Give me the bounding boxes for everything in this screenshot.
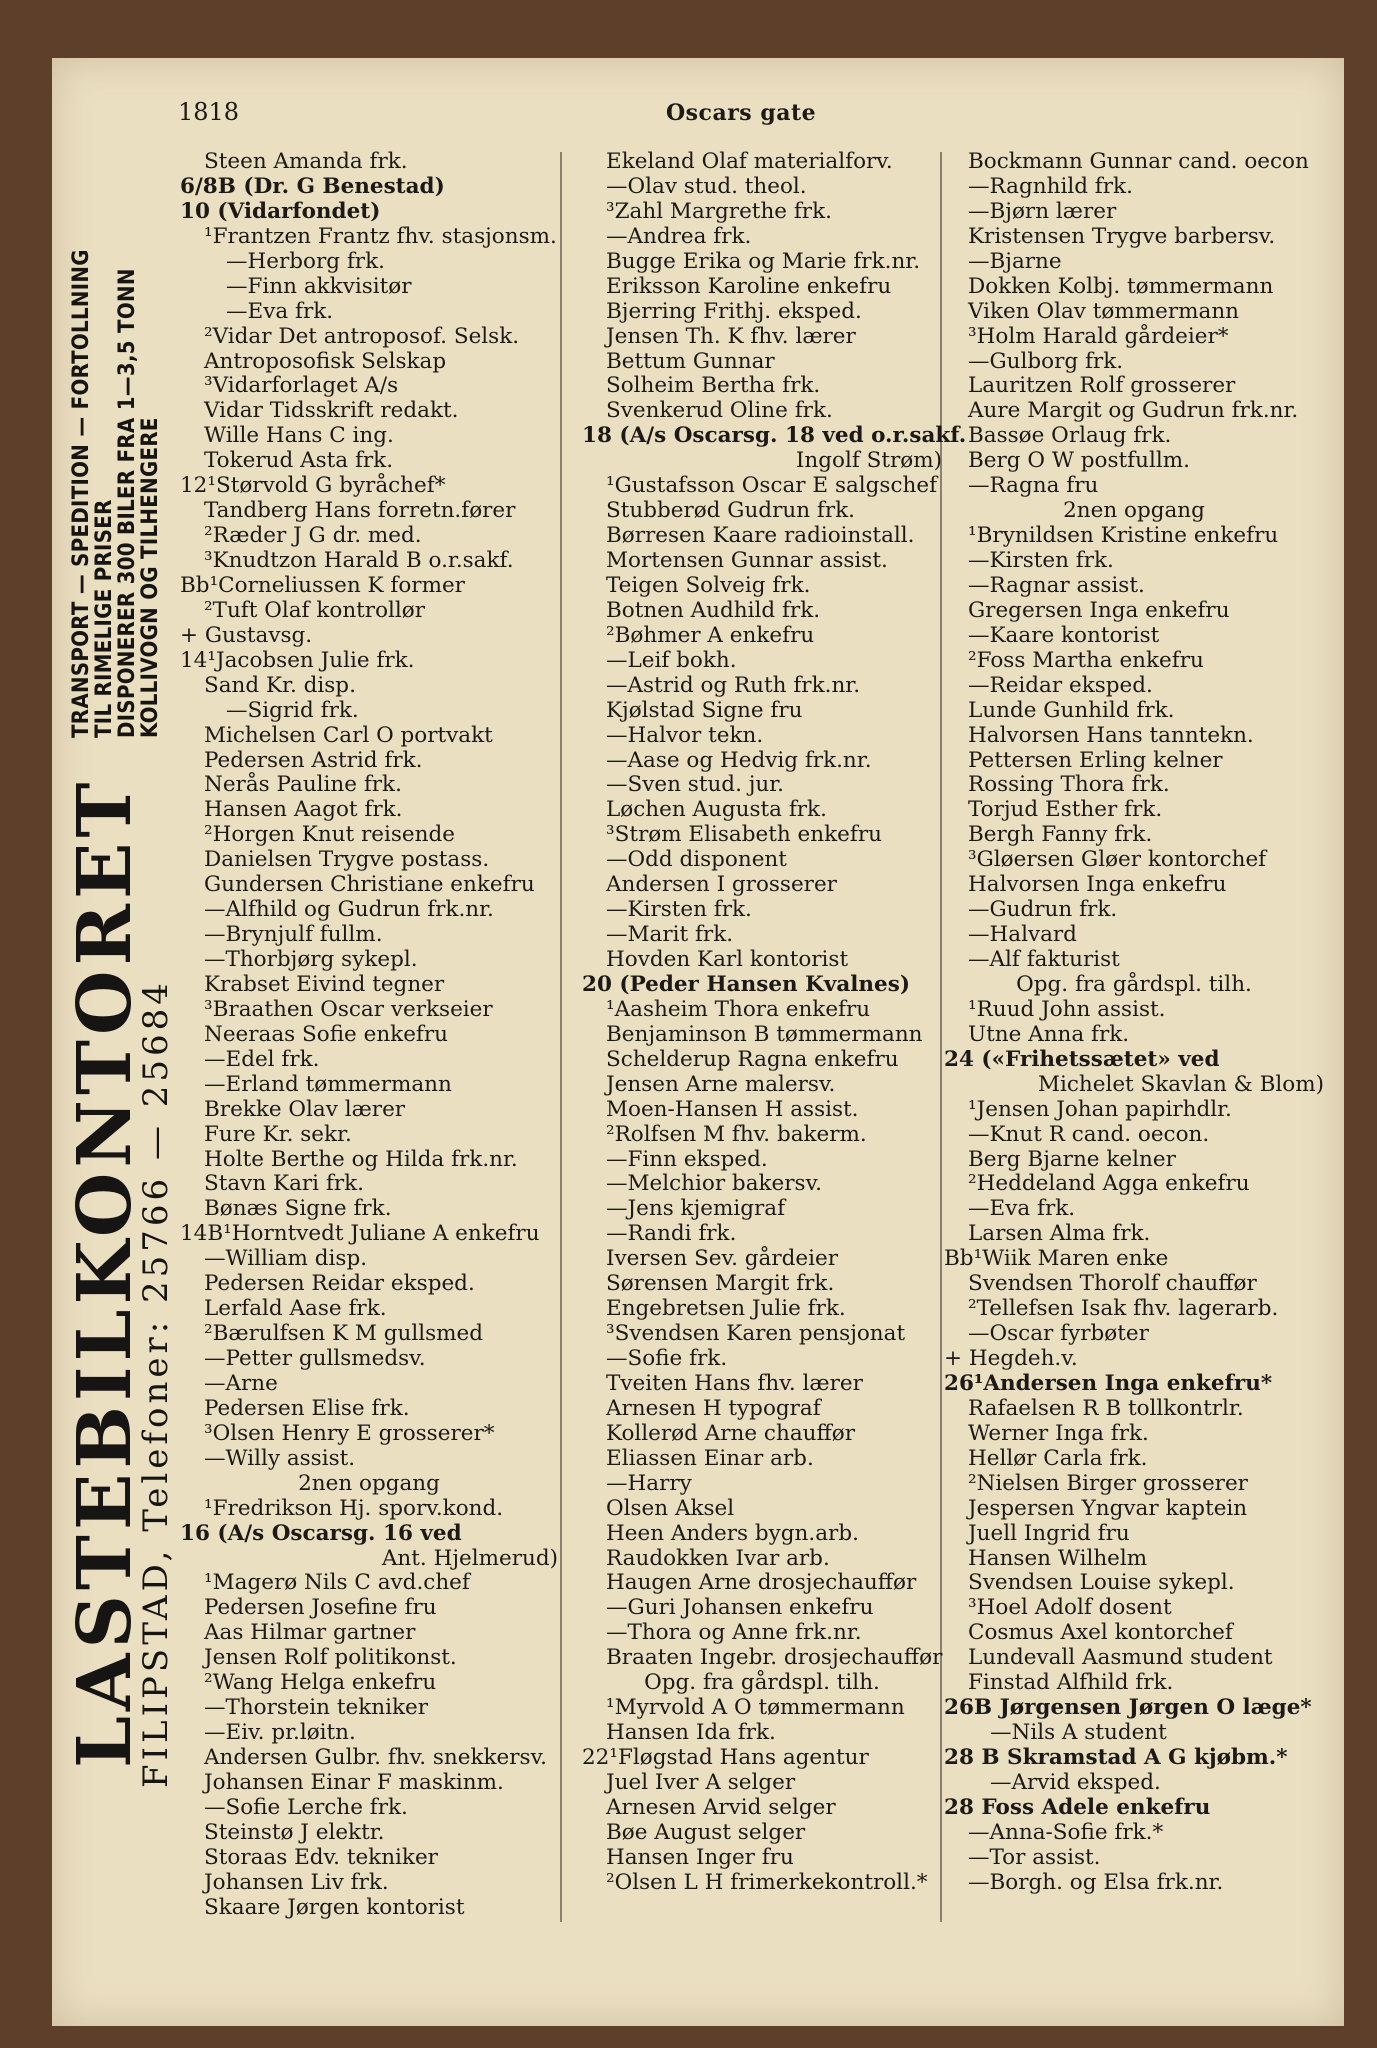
directory-entry: Mortensen Gunnar assist.: [606, 548, 888, 573]
directory-entry: ¹Gustafsson Oscar E salgschef: [606, 473, 938, 499]
directory-entry: 14¹Jacobsen Julie frk.: [180, 647, 415, 673]
directory-entry: 20 (Peder Hansen Kvalnes): [582, 971, 911, 997]
directory-entry: Utne Anna frk.: [968, 1021, 1130, 1047]
ad-line-4: KOLLIVOGN OG TILHENGERE: [138, 417, 163, 738]
directory-entry: ²Foss Martha enkefru: [968, 647, 1204, 673]
directory-entry: ²Rolfsen M fhv. bakerm.: [606, 1121, 867, 1147]
directory-entry: —Gulborg frk.: [968, 348, 1124, 374]
directory-entry: Michelet Skavlan & Blom): [1037, 1071, 1324, 1097]
ad-line-2: TIL RIMELIGE PRISER: [92, 499, 117, 738]
directory-entry: Andersen I grosserer: [606, 872, 837, 898]
directory-entry: ¹Fredrikson Hj. sporv.kond.: [204, 1495, 504, 1521]
directory-entry: —Astrid og Ruth frk.nr.: [606, 672, 861, 698]
directory-entry: Hansen Aagot frk.: [204, 797, 403, 823]
directory-entry: 18 (A/s Oscarsg. 18 ved o.r.sakf.: [582, 423, 967, 449]
directory-entry: Hovden Karl kontorist: [606, 947, 849, 972]
directory-entry: Kjølstad Signe fru: [606, 697, 803, 723]
directory-entry: Pedersen Elise frk.: [204, 1395, 410, 1421]
directory-entry: ³Holm Harald gårdeier*: [968, 323, 1229, 349]
directory-entry: ¹Jensen Johan papirhdlr.: [968, 1096, 1232, 1122]
directory-entry: —Alfhild og Gudrun frk.nr.: [204, 897, 494, 923]
directory-entry: Jensen Arne malersv.: [606, 1071, 836, 1097]
directory-entry: Torjud Esther frk.: [968, 797, 1163, 823]
directory-entry: ¹Magerø Nils C avd.chef: [204, 1570, 470, 1596]
directory-entry: ²Nielsen Birger grosserer: [968, 1470, 1248, 1496]
column-rule-left: [560, 152, 562, 1922]
directory-entry: Bugge Erika og Marie frk.nr.: [606, 248, 921, 274]
directory-entry: Tandberg Hans forretn.fører: [204, 498, 516, 524]
directory-entry: —Aase og Hedvig frk.nr.: [606, 747, 872, 773]
directory-entry: Holte Berthe og Hilda frk.nr.: [204, 1146, 518, 1172]
directory-entry: Svendsen Thorolf chauffør: [968, 1271, 1257, 1297]
directory-entry: Halvorsen Hans tanntekn.: [968, 722, 1254, 748]
directory-entry: Jespersen Yngvar kaptein: [968, 1495, 1248, 1521]
directory-entry: 2nen opgang: [298, 1470, 440, 1496]
directory-entry: —Ragnar assist.: [968, 572, 1145, 598]
directory-entry: —Tor assist.: [968, 1844, 1101, 1870]
directory-entry: —Alf fakturist: [968, 947, 1120, 972]
directory-entry: Skaare Jørgen kontorist: [204, 1894, 465, 1920]
directory-entry: Benjaminson B tømmermann: [606, 1021, 923, 1047]
directory-entry: Berg O W postfullm.: [968, 448, 1190, 474]
directory-entry: Børresen Kaare radioinstall.: [606, 523, 915, 549]
directory-entry: —Herborg frk.: [226, 248, 385, 274]
directory-entry: Stubberød Gudrun frk.: [606, 498, 855, 524]
directory-entry: Pettersen Erling kelner: [968, 747, 1223, 773]
directory-entry: —Finn akkvisitør: [226, 273, 412, 299]
directory-entry: ²Tellefsen Isak fhv. lagerarb.: [968, 1296, 1279, 1322]
directory-entry: 14B¹Horntvedt Juliane A enkefru: [180, 1221, 540, 1247]
directory-entry: —Reidar eksped.: [968, 672, 1153, 698]
directory-entry: —Kaare kontorist: [968, 622, 1160, 648]
directory-entry: —Olav stud. theol.: [606, 173, 807, 199]
directory-entry: ³Olsen Henry E grosserer*: [204, 1420, 495, 1446]
directory-entry: —Halvor tekn.: [606, 722, 764, 748]
directory-entry: Berg Bjarne kelner: [968, 1146, 1176, 1172]
directory-entry: —Sigrid frk.: [226, 697, 359, 723]
directory-entry: Olsen Aksel: [606, 1495, 735, 1521]
directory-entry: Gregersen Inga enkefru: [968, 597, 1230, 623]
directory-entry: Ant. Hjelmerud): [381, 1545, 558, 1571]
directory-entry: 28 B Skramstad A G kjøbm.*: [944, 1745, 1288, 1770]
directory-entry: 16 (A/s Oscarsg. 16 ved: [180, 1520, 462, 1546]
directory-entry: Heen Anders bygn.arb.: [606, 1520, 859, 1546]
directory-entry: Rossing Thora frk.: [968, 772, 1170, 798]
directory-entry: —Marit frk.: [606, 922, 734, 948]
directory-entry: Krabset Eivind tegner: [204, 971, 445, 997]
directory-entry: Bøe August selger: [606, 1819, 806, 1845]
directory-entry: —Eiv. pr.løitn.: [204, 1720, 356, 1746]
directory-entry: —Arne: [204, 1370, 278, 1396]
directory-entry: —Nils A student: [990, 1720, 1167, 1746]
directory-entry: Brekke Olav lærer: [204, 1096, 406, 1122]
directory-entry: Bjerring Frithj. eksped.: [606, 298, 862, 324]
directory-entry: —Arvid eksped.: [990, 1769, 1161, 1795]
directory-entry: Fure Kr. sekr.: [204, 1121, 352, 1147]
directory-entry: Moen-Hansen H assist.: [606, 1096, 859, 1122]
directory-entry: —Petter gullsmedsv.: [204, 1346, 426, 1371]
directory-entry: Lauritzen Rolf grosserer: [968, 373, 1236, 399]
directory-entry: Bassøe Orlaug frk.: [968, 423, 1172, 449]
directory-entry: ²Tuft Olaf kontrollør: [204, 597, 426, 623]
directory-entry: + Hegdeh.v.: [944, 1346, 1078, 1371]
directory-entry: Engebretsen Julie frk.: [606, 1296, 846, 1322]
directory-entry: Eliassen Einar arb.: [606, 1445, 814, 1471]
directory-entry: ³Strøm Elisabeth enkefru: [606, 822, 882, 848]
ad-line-3: DISPONERER 300 BILER FRA 1—3,5 TONN: [115, 268, 140, 738]
directory-entry: 10 (Vidarfondet): [180, 198, 381, 224]
directory-entry: —William disp.: [204, 1246, 368, 1272]
directory-entry: Viken Olav tømmermann: [968, 298, 1240, 324]
directory-entry: —Bjarne: [968, 248, 1062, 274]
directory-entry: —Thorstein tekniker: [204, 1695, 429, 1721]
directory-entry: ³Braathen Oscar verkseier: [204, 996, 493, 1022]
directory-entry: —Thora og Anne frk.nr.: [606, 1620, 862, 1646]
directory-entry: Rafaelsen R B tollkontrlr.: [968, 1395, 1244, 1421]
directory-entry: Johansen Einar F maskinm.: [204, 1769, 504, 1795]
directory-entry: Arnesen Arvid selger: [606, 1794, 836, 1820]
directory-entry: ¹Aasheim Thora enkefru: [606, 996, 871, 1022]
directory-entry: 24 («Frihetssætet» ved: [944, 1046, 1220, 1072]
directory-entry: Bb¹Corneliussen K former: [180, 572, 465, 598]
directory-entry: Vidar Tidsskrift redakt.: [204, 398, 459, 424]
ad-line-1: TRANSPORT — SPEDITION — FORTOLLNING: [69, 249, 94, 738]
directory-entry: ²Ræder J G dr. med.: [204, 523, 422, 549]
directory-entry: ²Wang Helga enkefru: [204, 1670, 437, 1696]
directory-entry: Steen Amanda frk.: [204, 149, 408, 174]
directory-entry: —Kirsten frk.: [968, 548, 1114, 573]
directory-entry: Jensen Rolf politikonst.: [204, 1645, 457, 1671]
directory-entry: Werner Inga frk.: [968, 1420, 1149, 1446]
directory-entry: Andersen Gulbr. fhv. snekkersv.: [204, 1745, 548, 1770]
directory-entry: —Leif bokh.: [606, 647, 737, 673]
directory-entry: —Harry: [606, 1470, 692, 1496]
directory-entry: ¹Brynildsen Kristine enkefru: [968, 523, 1279, 549]
directory-entry: ³Hoel Adolf dosent: [968, 1595, 1172, 1621]
directory-entry: Arnesen H typograf: [606, 1395, 821, 1421]
directory-entry: ²Olsen L H frimerkekontroll.*: [606, 1869, 928, 1895]
page-number: 1818: [178, 98, 240, 126]
directory-entry: Eriksson Karoline enkefru: [606, 273, 892, 299]
directory-entry: Gundersen Christiane enkefru: [204, 872, 535, 898]
directory-entry: Juel Iver A selger: [606, 1769, 796, 1795]
directory-entry: —Thorbjørg sykepl.: [204, 947, 418, 972]
directory-entry: 12¹Størvold G byråchef*: [180, 473, 446, 499]
directory-entry: 26B Jørgensen Jørgen O læge*: [944, 1695, 1312, 1721]
directory-entry: Schelderup Ragna enkefru: [606, 1046, 899, 1072]
directory-entry: Halvorsen Inga enkefru: [968, 872, 1227, 898]
directory-entry: ³Gløersen Gløer kontorchef: [968, 847, 1267, 873]
directory-entry: Botnen Audhild frk.: [606, 597, 821, 623]
directory-entry: —Jens kjemigraf: [606, 1196, 786, 1222]
directory-entry: Johansen Liv frk.: [204, 1869, 389, 1895]
directory-entry: ²Horgen Knut reisende: [204, 822, 455, 848]
directory-entry: Larsen Alma frk.: [968, 1221, 1151, 1247]
directory-entry: Svendsen Louise sykepl.: [968, 1570, 1235, 1596]
directory-entry: —Gudrun frk.: [968, 897, 1118, 923]
directory-entry: 22¹Fløgstad Hans agentur: [582, 1745, 869, 1770]
ad-company-name: LASTEBILKONTORET: [62, 777, 148, 1768]
directory-entry: Bønæs Signe frk.: [204, 1196, 392, 1222]
directory-entry: Opg. fra gårdspl. tilh.: [1016, 971, 1252, 997]
directory-entry: Ekeland Olaf materialforv.: [606, 149, 893, 174]
directory-entry: ²Bøhmer A enkefru: [606, 622, 815, 648]
directory-entry: Sand Kr. disp.: [204, 672, 356, 698]
directory-entry: ³Knudtzon Harald B o.r.sakf.: [204, 548, 514, 573]
directory-entry: ²Vidar Det antroposof. Selsk.: [204, 323, 520, 349]
directory-column-1: [180, 150, 558, 1921]
street-title: Oscars gate: [666, 100, 817, 126]
directory-entry: —Anna-Sofie frk.*: [968, 1819, 1164, 1845]
directory-entry: —Odd disponent: [606, 847, 787, 873]
directory-entry: Tveiten Hans fhv. lærer: [606, 1370, 863, 1396]
directory-entry: Stavn Kari frk.: [204, 1171, 364, 1197]
directory-entry: Hansen Wilhelm: [968, 1545, 1148, 1571]
directory-entry: —Kirsten frk.: [606, 897, 752, 923]
directory-entry: Aure Margit og Gudrun frk.nr.: [968, 398, 1299, 424]
directory-entry: ²Bærulfsen K M gullsmed: [204, 1321, 484, 1347]
directory-entry: ¹Frantzen Frantz fhv. stasjonsm.: [204, 223, 557, 249]
directory-entry: —Sofie Lerche frk.: [204, 1794, 408, 1820]
directory-entry: Kristensen Trygve barbersv.: [968, 223, 1276, 249]
directory-entry: Antroposofisk Selskap: [204, 348, 447, 374]
directory-column-2: [582, 149, 967, 1896]
directory-entry: Teigen Solveig frk.: [606, 572, 811, 598]
directory-entry: 2nen opgang: [1063, 498, 1205, 524]
directory-entry: —Oscar fyrbøter: [968, 1321, 1149, 1347]
directory-entry: Hansen Inger fru: [606, 1844, 794, 1870]
directory-entry: Finstad Alfhild frk.: [968, 1670, 1174, 1696]
directory-entry: Svenkerud Oline frk.: [606, 398, 833, 424]
directory-entry: —Randi frk.: [606, 1221, 737, 1247]
directory-entry: ¹Ruud John assist.: [968, 996, 1166, 1022]
directory-entry: —Halvard: [968, 922, 1077, 948]
directory-entry: —Willy assist.: [204, 1445, 356, 1471]
directory-entry: ¹Myrvold A O tømmermann: [606, 1695, 905, 1721]
directory-entry: —Sofie frk.: [606, 1346, 728, 1371]
ad-address-phone: FILIPSTAD, Telefoner: 25766 — 25684: [136, 979, 176, 1788]
directory-entry: Raudokken Ivar arb.: [606, 1545, 830, 1571]
directory-entry: —Ragnhild frk.: [968, 173, 1133, 199]
directory-entry: —Bjørn lærer: [968, 198, 1117, 224]
directory-entry: —Andrea frk.: [606, 223, 752, 249]
directory-entry: Neeraas Sofie enkefru: [204, 1021, 449, 1047]
directory-entry: Michelsen Carl O portvakt: [204, 722, 493, 748]
directory-entry: Braaten Ingebr. drosjechauffør: [606, 1645, 943, 1671]
directory-entry: —Guri Johansen enkefru: [606, 1595, 874, 1621]
directory-entry: Bettum Gunnar: [606, 348, 775, 374]
directory-entry: Nerås Pauline frk.: [204, 772, 402, 798]
directory-entry: ³Zahl Margrethe frk.: [606, 198, 832, 224]
directory-entry: Haugen Arne drosjechauffør: [606, 1570, 917, 1596]
directory-entry: 26¹Andersen Inga enkefru*: [944, 1370, 1273, 1396]
directory-entry: ²Heddeland Agga enkefru: [968, 1171, 1250, 1197]
directory-entry: Lunde Gunhild frk.: [968, 697, 1175, 723]
directory-entry: Bockmann Gunnar cand. oecon: [968, 149, 1309, 174]
directory-entry: 28 Foss Adele enkefru: [944, 1794, 1211, 1820]
directory-entry: Løchen Augusta frk.: [606, 797, 827, 823]
directory-column-3: [944, 150, 1324, 1896]
directory-entry: ³Svendsen Karen pensjonat: [606, 1321, 906, 1347]
directory-entry: Opg. fra gårdspl. tilh.: [644, 1670, 880, 1696]
directory-entry: Jensen Th. K fhv. lærer: [606, 323, 856, 349]
directory-entry: Pedersen Reidar eksped.: [204, 1271, 475, 1297]
directory-entry: —Eva frk.: [968, 1196, 1076, 1222]
directory-entry: —Borgh. og Elsa frk.nr.: [968, 1869, 1224, 1895]
directory-entry: Wille Hans C ing.: [204, 423, 394, 449]
directory-entry: Kollerød Arne chauffør: [606, 1420, 855, 1446]
directory-entry: Dokken Kolbj. tømmermann: [968, 273, 1274, 299]
directory-entry: Lundevall Aasmund student: [968, 1645, 1273, 1671]
directory-entry: ³Vidarforlaget A/s: [204, 373, 399, 399]
directory-entry: Danielsen Trygve postass.: [204, 847, 490, 873]
directory-entry: —Knut R cand. oecon.: [968, 1121, 1210, 1147]
directory-entry: + Gustavsg.: [180, 622, 313, 648]
directory-entry: Aas Hilmar gartner: [204, 1620, 416, 1646]
directory-entry: —Eva frk.: [226, 298, 334, 324]
directory-entry: Pedersen Josefine fru: [204, 1595, 437, 1621]
directory-entry: Ingolf Strøm): [795, 448, 942, 474]
directory-entry: Cosmus Axel kontorchef: [968, 1620, 1233, 1646]
directory-entry: Hellør Carla frk.: [968, 1445, 1148, 1471]
directory-entry: —Sven stud. jur.: [606, 772, 784, 798]
directory-entry: Steinstø J elektr.: [204, 1819, 385, 1845]
directory-entry: Iversen Sev. gårdeier: [606, 1246, 839, 1272]
directory-entry: Sørensen Margit frk.: [606, 1271, 835, 1297]
directory-entry: —Erland tømmermann: [204, 1071, 452, 1097]
directory-entry: Solheim Bertha frk.: [606, 373, 821, 399]
directory-entry: —Melchior bakersv.: [606, 1171, 823, 1197]
directory-entry: Bergh Fanny frk.: [968, 822, 1153, 848]
directory-entry: —Finn eksped.: [606, 1146, 768, 1172]
directory-entry: —Ragna fru: [968, 473, 1099, 499]
directory-entry: Storaas Edv. tekniker: [204, 1844, 438, 1870]
directory-entry: 6/8B (Dr. G Benestad): [180, 173, 445, 199]
directory-entry: —Edel frk.: [204, 1046, 320, 1072]
directory-entry: Bb¹Wiik Maren enke: [944, 1246, 1169, 1272]
directory-entry: —Brynjulf fullm.: [204, 922, 383, 948]
directory-entry: Juell Ingrid fru: [968, 1520, 1130, 1546]
directory-entry: Pedersen Astrid frk.: [204, 747, 423, 773]
directory-entry: Lerfald Aase frk.: [204, 1296, 387, 1322]
directory-entry: Hansen Ida frk.: [606, 1720, 776, 1746]
directory-entry: Tokerud Asta frk.: [204, 448, 394, 474]
